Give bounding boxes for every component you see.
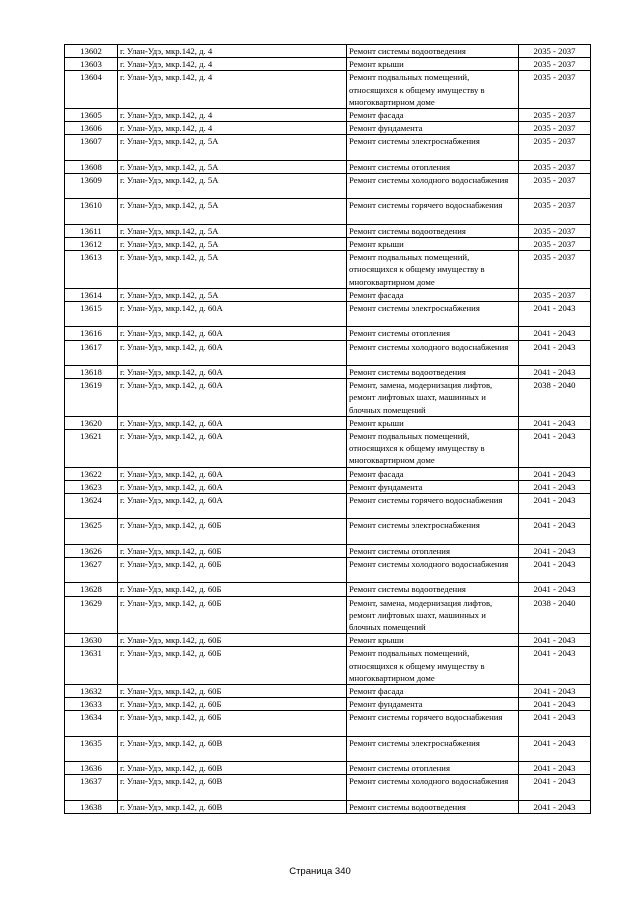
row-number: 13603 [65,58,118,71]
row-period: 2041 - 2043 [519,736,591,761]
row-work-type: Ремонт системы холодного водоснабжения [347,775,519,800]
table-row [65,519,591,544]
row-period: 2035 - 2037 [519,160,591,173]
table-row [65,122,591,135]
row-work-type: Ремонт системы водоотведения [347,583,519,596]
row-period: 2035 - 2037 [519,238,591,251]
table-row [65,647,591,685]
row-number: 13605 [65,109,118,122]
row-period: 2041 - 2043 [519,647,591,685]
table-row [65,174,591,199]
row-number: 13620 [65,416,118,429]
table-row [65,762,591,775]
row-number: 13626 [65,544,118,557]
row-work-type: Ремонт крыши [347,416,519,429]
row-number: 13604 [65,71,118,109]
table-row [65,366,591,379]
row-number: 13634 [65,711,118,736]
row-address: г. Улан-Удэ, мкр.142, д. 60Б [118,583,347,596]
row-address: г. Улан-Удэ, мкр.142, д. 60Б [118,698,347,711]
row-period: 2038 - 2040 [519,596,591,634]
table-row [65,430,591,468]
table-row [65,775,591,800]
row-address: г. Улан-Удэ, мкр.142, д. 60Б [118,634,347,647]
row-period: 2041 - 2043 [519,340,591,365]
table-row [65,109,591,122]
row-period: 2041 - 2043 [519,634,591,647]
table-row [65,45,591,58]
row-number: 13621 [65,430,118,468]
row-work-type: Ремонт системы электроснабжения [347,736,519,761]
row-period: 2035 - 2037 [519,109,591,122]
row-address: г. Улан-Удэ, мкр.142, д. 5А [118,135,347,160]
row-period: 2041 - 2043 [519,583,591,596]
row-work-type: Ремонт крыши [347,634,519,647]
table-row [65,480,591,493]
row-period: 2041 - 2043 [519,762,591,775]
table-row [65,467,591,480]
row-number: 13608 [65,160,118,173]
row-work-type: Ремонт системы водоотведения [347,366,519,379]
row-address: г. Улан-Удэ, мкр.142, д. 60А [118,340,347,365]
row-period: 2035 - 2037 [519,224,591,237]
row-work-type: Ремонт системы холодного водоснабжения [347,558,519,583]
row-address: г. Улан-Удэ, мкр.142, д. 60Б [118,519,347,544]
row-period: 2035 - 2037 [519,199,591,224]
row-period: 2035 - 2037 [519,174,591,199]
table-row [65,251,591,289]
row-work-type: Ремонт крыши [347,58,519,71]
row-address: г. Улан-Удэ, мкр.142, д. 5А [118,251,347,289]
row-work-type: Ремонт системы горячего водоснабжения [347,199,519,224]
row-work-type: Ремонт системы горячего водоснабжения [347,494,519,519]
row-period: 2041 - 2043 [519,302,591,327]
table-row [65,340,591,365]
row-work-type: Ремонт системы холодного водоснабжения [347,174,519,199]
row-number: 13636 [65,762,118,775]
row-period: 2041 - 2043 [519,430,591,468]
row-work-type: Ремонт системы отопления [347,544,519,557]
row-period: 2041 - 2043 [519,711,591,736]
row-work-type: Ремонт системы электроснабжения [347,135,519,160]
table-row [65,135,591,160]
row-address: г. Улан-Удэ, мкр.142, д. 5А [118,238,347,251]
row-address: г. Улан-Удэ, мкр.142, д. 60В [118,762,347,775]
row-period: 2035 - 2037 [519,288,591,301]
row-work-type: Ремонт фундамента [347,480,519,493]
row-address: г. Улан-Удэ, мкр.142, д. 4 [118,109,347,122]
row-address: г. Улан-Удэ, мкр.142, д. 60Б [118,711,347,736]
row-number: 13630 [65,634,118,647]
row-number: 13613 [65,251,118,289]
table-row [65,379,591,417]
row-address: г. Улан-Удэ, мкр.142, д. 4 [118,58,347,71]
row-address: г. Улан-Удэ, мкр.142, д. 60Б [118,647,347,685]
row-period: 2035 - 2037 [519,58,591,71]
row-address: г. Улан-Удэ, мкр.142, д. 60А [118,302,347,327]
row-period: 2041 - 2043 [519,480,591,493]
row-address: г. Улан-Удэ, мкр.142, д. 60А [118,366,347,379]
row-address: г. Улан-Удэ, мкр.142, д. 4 [118,45,347,58]
row-number: 13618 [65,366,118,379]
table-row [65,711,591,736]
row-address: г. Улан-Удэ, мкр.142, д. 5А [118,288,347,301]
row-number: 13612 [65,238,118,251]
row-work-type: Ремонт системы холодного водоснабжения [347,340,519,365]
row-address: г. Улан-Удэ, мкр.142, д. 60Б [118,596,347,634]
row-address: г. Улан-Удэ, мкр.142, д. 60А [118,480,347,493]
row-number: 13627 [65,558,118,583]
row-number: 13622 [65,467,118,480]
row-period: 2035 - 2037 [519,45,591,58]
row-address: г. Улан-Удэ, мкр.142, д. 60Б [118,685,347,698]
row-number: 13617 [65,340,118,365]
row-address: г. Улан-Удэ, мкр.142, д. 60В [118,800,347,813]
repair-schedule-table [64,44,591,814]
row-period: 2041 - 2043 [519,366,591,379]
row-work-type: Ремонт системы водоотведения [347,800,519,813]
row-work-type: Ремонт, замена, модернизация лифтов, ремонт лифтовых шахт, машинных и блочных помещений [347,379,519,417]
table-row [65,199,591,224]
row-address: г. Улан-Удэ, мкр.142, д. 60В [118,736,347,761]
row-number: 13616 [65,327,118,340]
row-work-type: Ремонт системы горячего водоснабжения [347,711,519,736]
row-address: г. Улан-Удэ, мкр.142, д. 60А [118,327,347,340]
row-address: г. Улан-Удэ, мкр.142, д. 5А [118,224,347,237]
row-work-type: Ремонт системы электроснабжения [347,519,519,544]
row-number: 13632 [65,685,118,698]
row-work-type: Ремонт подвальных помещений, относящихся к общему имуществу в многоквартирном доме [347,251,519,289]
row-period: 2041 - 2043 [519,685,591,698]
row-number: 13610 [65,199,118,224]
table-row [65,698,591,711]
row-work-type: Ремонт фундамента [347,122,519,135]
row-number: 13633 [65,698,118,711]
row-address: г. Улан-Удэ, мкр.142, д. 5А [118,174,347,199]
table-row [65,58,591,71]
row-work-type: Ремонт системы отопления [347,762,519,775]
row-period: 2041 - 2043 [519,800,591,813]
row-period: 2041 - 2043 [519,416,591,429]
row-work-type: Ремонт фасада [347,109,519,122]
table-row [65,224,591,237]
table-body [65,45,591,814]
table-row [65,416,591,429]
row-address: г. Улан-Удэ, мкр.142, д. 60Б [118,544,347,557]
row-period: 2041 - 2043 [519,467,591,480]
table-row [65,71,591,109]
row-period: 2041 - 2043 [519,775,591,800]
row-period: 2035 - 2037 [519,71,591,109]
row-number: 13611 [65,224,118,237]
row-period: 2041 - 2043 [519,558,591,583]
table-row [65,238,591,251]
table-row [65,302,591,327]
row-number: 13635 [65,736,118,761]
row-period: 2041 - 2043 [519,327,591,340]
table-row [65,558,591,583]
row-work-type: Ремонт системы электроснабжения [347,302,519,327]
row-number: 13609 [65,174,118,199]
row-work-type: Ремонт, замена, модернизация лифтов, ремонт лифтовых шахт, машинных и блочных помещений [347,596,519,634]
row-period: 2041 - 2043 [519,544,591,557]
row-work-type: Ремонт системы водоотведения [347,45,519,58]
row-address: г. Улан-Удэ, мкр.142, д. 60А [118,467,347,480]
row-address: г. Улан-Удэ, мкр.142, д. 5А [118,199,347,224]
row-address: г. Улан-Удэ, мкр.142, д. 4 [118,122,347,135]
row-address: г. Улан-Удэ, мкр.142, д. 60Б [118,558,347,583]
table-row [65,685,591,698]
row-address: г. Улан-Удэ, мкр.142, д. 60В [118,775,347,800]
row-number: 13629 [65,596,118,634]
row-address: г. Улан-Удэ, мкр.142, д. 5А [118,160,347,173]
row-address: г. Улан-Удэ, мкр.142, д. 60А [118,416,347,429]
row-work-type: Ремонт фасада [347,685,519,698]
row-number: 13628 [65,583,118,596]
row-number: 13607 [65,135,118,160]
row-work-type: Ремонт системы водоотведения [347,224,519,237]
table-row [65,596,591,634]
table-row [65,634,591,647]
row-address: г. Улан-Удэ, мкр.142, д. 4 [118,71,347,109]
row-work-type: Ремонт фундамента [347,698,519,711]
row-work-type: Ремонт фасада [347,467,519,480]
table-row [65,800,591,813]
row-period: 2035 - 2037 [519,122,591,135]
row-period: 2041 - 2043 [519,494,591,519]
table-row [65,583,591,596]
row-work-type: Ремонт системы отопления [347,327,519,340]
row-work-type: Ремонт крыши [347,238,519,251]
row-number: 13615 [65,302,118,327]
row-number: 13637 [65,775,118,800]
row-number: 13624 [65,494,118,519]
row-number: 13623 [65,480,118,493]
row-period: 2041 - 2043 [519,519,591,544]
row-number: 13614 [65,288,118,301]
row-number: 13619 [65,379,118,417]
table-row [65,494,591,519]
row-number: 13606 [65,122,118,135]
row-period: 2035 - 2037 [519,251,591,289]
row-work-type: Ремонт системы отопления [347,160,519,173]
row-work-type: Ремонт подвальных помещений, относящихся к общему имуществу в многоквартирном доме [347,647,519,685]
row-address: г. Улан-Удэ, мкр.142, д. 60А [118,379,347,417]
row-address: г. Улан-Удэ, мкр.142, д. 60А [118,430,347,468]
row-number: 13625 [65,519,118,544]
table-row [65,327,591,340]
page-number: Страница 340 [289,866,351,877]
row-work-type: Ремонт фасада [347,288,519,301]
row-number: 13602 [65,45,118,58]
table-row [65,544,591,557]
table-row [65,160,591,173]
row-work-type: Ремонт подвальных помещений, относящихся к общему имуществу в многоквартирном доме [347,71,519,109]
row-period: 2038 - 2040 [519,379,591,417]
row-period: 2035 - 2037 [519,135,591,160]
row-work-type: Ремонт подвальных помещений, относящихся к общему имуществу в многоквартирном доме [347,430,519,468]
table-row [65,736,591,761]
row-period: 2041 - 2043 [519,698,591,711]
row-address: г. Улан-Удэ, мкр.142, д. 60А [118,494,347,519]
row-number: 13631 [65,647,118,685]
row-number: 13638 [65,800,118,813]
table-row [65,288,591,301]
